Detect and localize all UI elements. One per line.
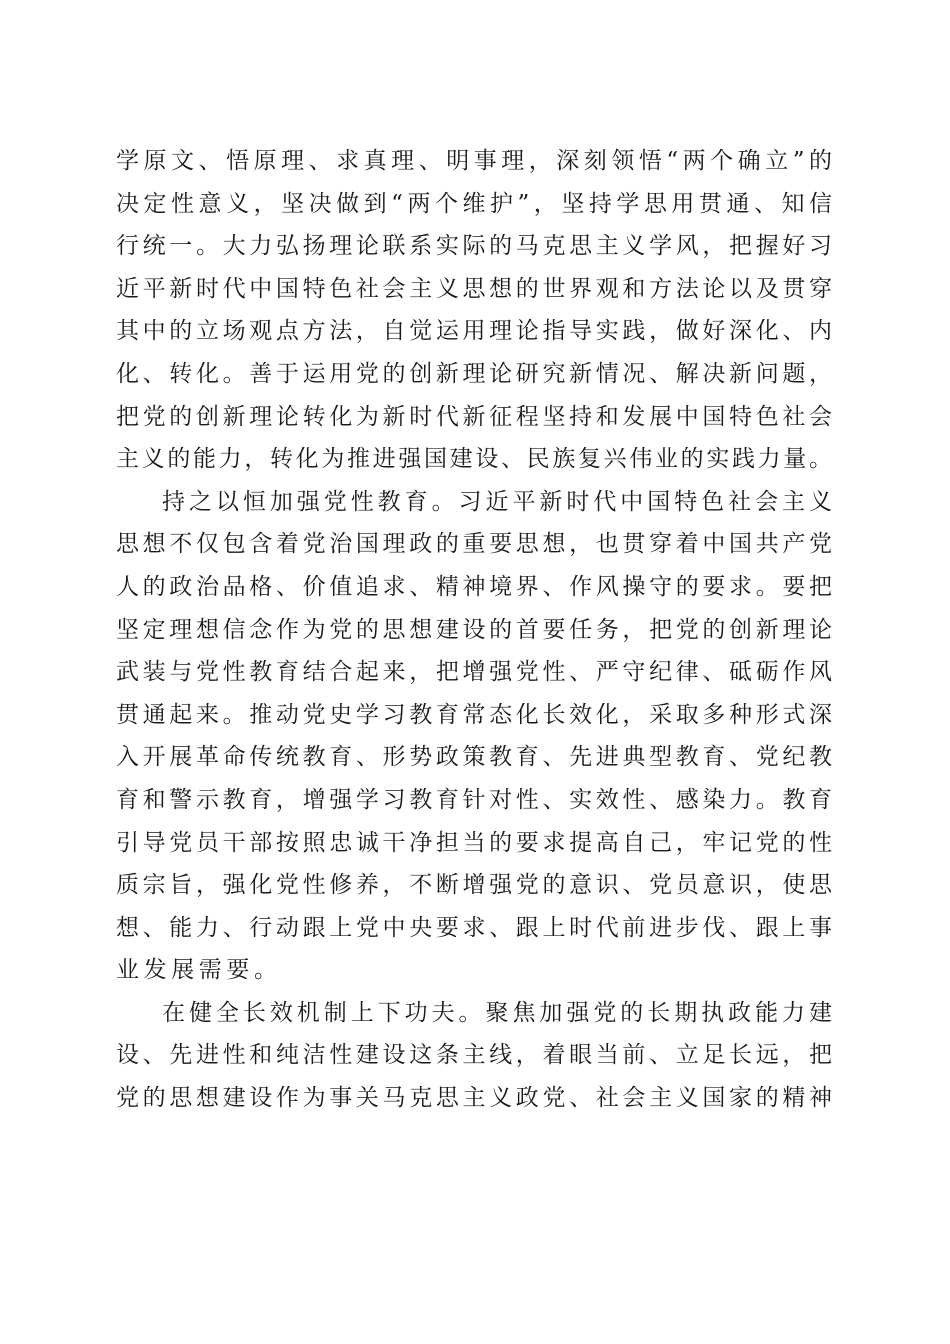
text-line: 人的政治品格、价值追求、精神境界、作风操守的要求。要把 — [116, 573, 832, 600]
text-line: 行统一。大力弘扬理论联系实际的马克思主义学风，把握好习 — [116, 233, 832, 260]
paragraph-end-line: 业发展需要。 — [116, 957, 282, 984]
text-line: 育和警示教育，增强学习教育针对性、实效性、感染力。教育 — [116, 786, 832, 813]
text-line: 设、先进性和纯洁性建设这条主线，着眼当前、立足长远，把 — [116, 1042, 832, 1069]
paragraph-start-line: 持之以恒加强党性教育。习近平新时代中国特色社会主义 — [162, 488, 832, 515]
text-line: 坚定理想信念作为党的思想建设的首要任务，把党的创新理论 — [116, 616, 832, 643]
text-line: 引导党员干部按照忠诚干净担当的要求提高自己，牢记党的性 — [116, 829, 832, 856]
text-line: 决定性意义，坚决做到“两个维护”，坚持学思用贯通、知信 — [116, 190, 832, 217]
text-line: 想、能力、行动跟上党中央要求、跟上时代前进步伐、跟上事 — [116, 914, 832, 941]
text-line: 近平新时代中国特色社会主义思想的世界观和方法论以及贯穿 — [116, 275, 832, 302]
text-line: 把党的创新理论转化为新时代新征程坚持和发展中国特色社会 — [116, 403, 832, 430]
text-line: 党的思想建设作为事关马克思主义政党、社会主义国家的精神 — [116, 1085, 832, 1112]
text-line: 学原文、悟原理、求真理、明事理，深刻领悟“两个确立”的 — [116, 148, 832, 174]
text-line: 化、转化。善于运用党的创新理论研究新情况、解决新问题， — [116, 360, 832, 387]
text-line: 主义的能力，转化为推进强国建设、民族复兴伟业的实践力量。 — [116, 446, 832, 473]
paragraph-start-line: 在健全长效机制上下功夫。聚焦加强党的长期执政能力建 — [162, 999, 832, 1026]
document-body — [116, 140, 832, 1120]
text-line: 思想不仅包含着党治国理政的重要思想，也贯穿着中国共产党 — [116, 531, 832, 558]
text-line: 质宗旨，强化党性修养，不断增强党的意识、党员意识，使思 — [116, 872, 832, 899]
text-line: 贯通起来。推动党史学习教育常态化长效化，采取多种形式深 — [116, 701, 832, 728]
text-line: 其中的立场观点方法，自觉运用理论指导实践，做好深化、内 — [116, 318, 832, 345]
text-line: 武装与党性教育结合起来，把增强党性、严守纪律、砥砺作风 — [116, 659, 832, 686]
text-line: 入开展革命传统教育、形势政策教育、先进典型教育、党纪教 — [116, 744, 832, 771]
